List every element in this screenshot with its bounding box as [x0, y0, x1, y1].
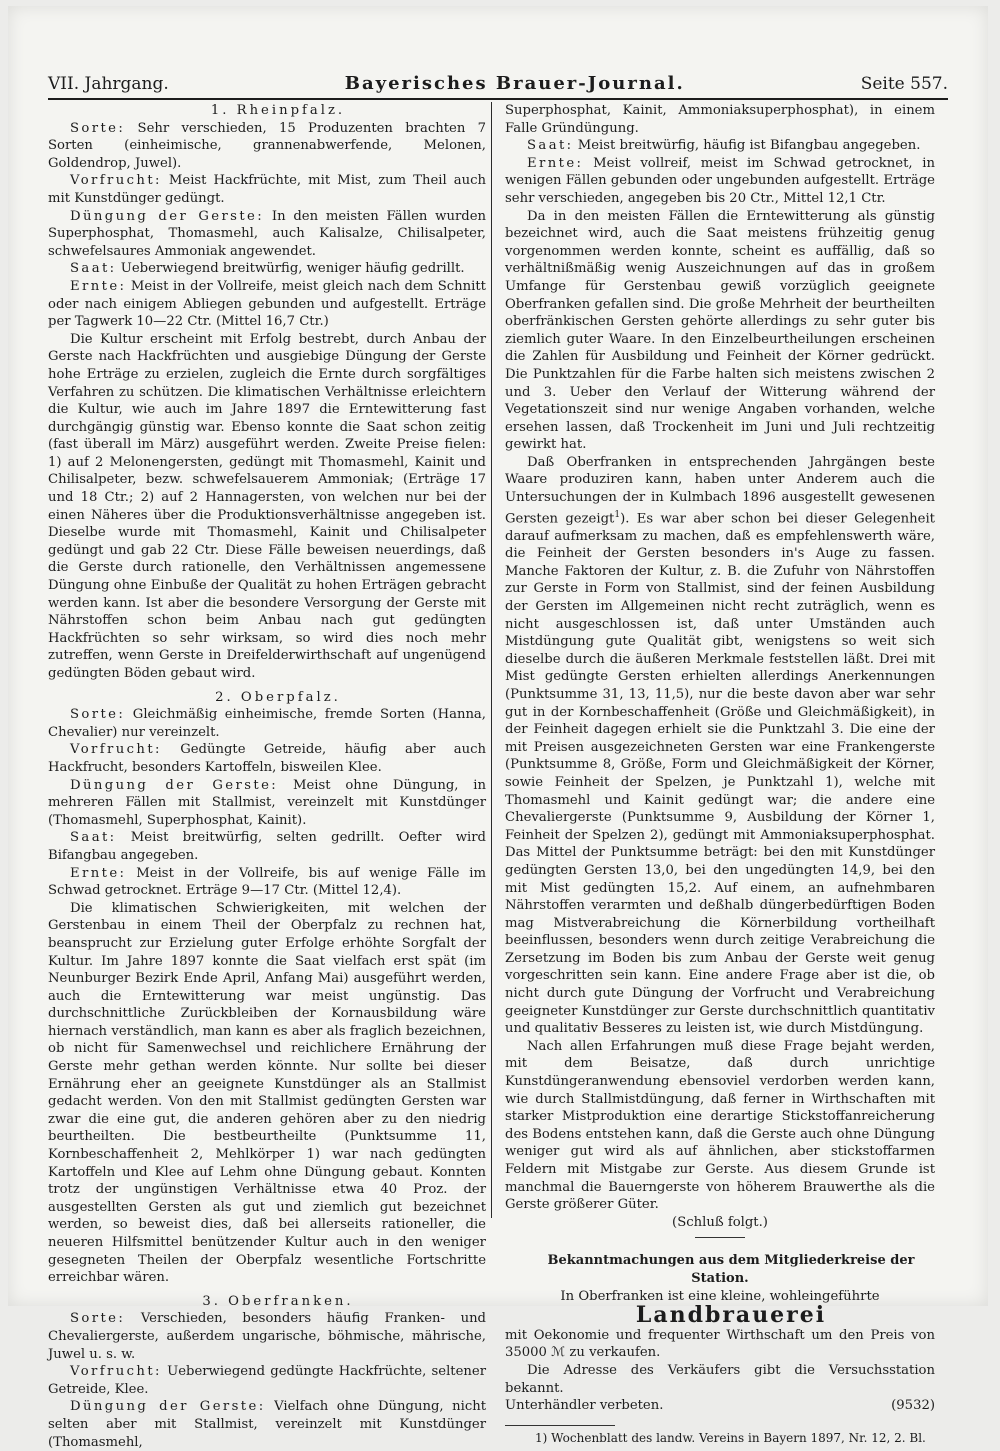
separator-rule: [695, 1237, 745, 1238]
left-column: [48, 102, 496, 1450]
footnote-rule: [505, 1425, 615, 1426]
announcement-intro: In Oberfranken ist eine kleine, wohleingeführte: [560, 1288, 880, 1304]
announcement-title: Bekanntmachungen aus dem Mitgliederkreise der Station.: [547, 1253, 915, 1286]
announcement-address: Die Adresse des Verkäufers gibt die Versuchsstation bekannt.: [505, 1362, 935, 1396]
paragraph: Saat: Meist breitwürfig, häufig ist Bifangbau angegeben.: [527, 138, 921, 154]
paragraph: Nach allen Erfahrungen muß diese Frage bejaht werden, mit dem Beisatze, daß durch unrichtige Kunstdüngeranwendung ebensoviel verdorben werden kann, wie durch Stallmistdüngung, daß ferner in Wirthschaften mit starker Mistproduktion eine derartige Stickstoffanreicherung des Bodens entstehen kann, daß die Gerste auch ohne Düngung weniger gut wird als auf ähnlichen, aber stickstoffarmen Feldern mit Mistgabe zur Gerste. Aus diesem Grunde ist manchmal die Bauerngerste von höherem Brauwerthe als die Gerste größerer Güter.: [505, 1038, 935, 1213]
paragraph: Sorte: Verschieden, besonders häufig Franken- und Chevaliergerste, außerdem ungarische, böhmische, mährische, Juwel u. s. w.: [48, 1311, 486, 1362]
announcement-note: Unterhändler verbeten.: [505, 1398, 664, 1414]
paragraph: Saat: Meist breitwürfig, selten gedrillt. Oefter wird Bifangbau angegeben.: [48, 830, 486, 863]
announcement-footer: [505, 1397, 935, 1415]
paragraph: Da in den meisten Fällen die Erntewitterung als günstig bezeichnet wird, auch die Saat meistens frühzeitig genug vorgenommen werden konnte, scheint es auffällig, daß so verhältnißmäßig wenig Auszeichnungen auf das in großem Umfange für Gerstenbau gewiß vorzüglich geeignete Oberfranken gefallen sind. Die große Mehrheit der beurtheilten oberfränkischen Gersten gehörte allerdings zu sehr guter bis ziemlich guter Waare. In den Einzelbeurtheilungen erscheinen die Zahlen für Ausbildung und Feinheit der Körner gedrückt. Die Punktzahlen für die Farbe halten sich meistens zwischen 2 und 3. Ueber den Verlauf der Witterung während der Vegetationszeit sind nur wenige Angaben vorhanden, welche ersehen lassen, daß Trockenheit im Juni und Juli rechtzeitig gewirkt hat.: [505, 208, 935, 453]
paragraph: Düngung der Gerste: Meist ohne Düngung, in mehreren Fällen mit Stallmist, vereinzelt mit Kunstdünger (Thomasmehl, Superphosphat, Kainit).: [48, 777, 487, 828]
running-head: [48, 64, 948, 100]
footnote: 1) Wochenblatt des landw. Vereins in Bayern 1897, Nr. 12, 2. Bl.: [535, 1430, 926, 1445]
continuation-note: (Schluß folgt.): [672, 1214, 768, 1230]
paragraph: Die Kultur erscheint mit Erfolg bestrebt, durch Anbau der Gerste nach Hackfrüchten und ausgiebige Düngung der Gerste hohe Erträge zu erzielen, zugleich die Ernte durch sorgfältiges Verfahren zu schützen. Die klimatischen Verhältnisse erleichtern die Kultur, wie auch im Jahre 1897 die Erntewitterung fast durchgängig günstig war. Ebenso konnte die Saat schon zeitig (fast überall im März) ausgeführt werden. Zweite Preise fielen: 1) auf 2 Melonengersten, gedüngt mit Thomasmehl, Kainit und Chilisalpeter, bezw. schwefelsauerem Ammoniak; (Erträge 17 und 18 Ctr.; 2) auf 2 Hannagersten, von welchen nur bei der einen Näheres über die Produktionsverhältnisse angegeben ist. Dieselbe wurde mit Thomasmehl, Kainit und Chilisalpeter gedüngt und gab 22 Ctr. Diese Fälle beweisen neuerdings, daß die Gerste durch rationelle, den Verhältnissen angemessene Düngung ohne Einbuße der Qualität zu hohen Erträgen gebracht werden kann. Ist aber die besondere Versorgung der Gerste mit Nährstoffen schon beim Anbau nach gut gedüngten Hackfrüchten so sehr wirksam, so wird dies noch mehr zutreffen, wenn Gerste in Dreifelderwirthschaft auf ungenügend gedüngten Böden gebaut wird.: [48, 331, 486, 681]
paragraph: Düngung der Gerste: Vielfach ohne Düngung, nicht selten aber mit Stallmist, vereinzelt mit Kunstdünger (Thomasmehl,: [48, 1399, 486, 1450]
paragraph: Ernte: Meist in der Vollreife, bis auf wenige Fälle im Schwad getrocknet. Erträge 9—17 Ctr. (Mittel 12,4).: [48, 865, 486, 899]
page-number: Seite 557.: [860, 74, 948, 94]
paragraph: Vorfrucht: Meist Hackfrüchte, mit Mist, zum Theil auch mit Kunstdünger gedüngt.: [48, 173, 486, 206]
announcement-brewery-name: Landbrauerei: [635, 1302, 827, 1329]
section-title-oberpfalz: 2. Oberpfalz.: [215, 689, 341, 705]
announcement-ref: (9532): [891, 1398, 935, 1414]
paragraph: Saat: Ueberwiegend breitwürfig, weniger häufig gedrillt.: [70, 261, 465, 277]
right-column: [497, 102, 935, 1445]
footnote-mark: 1): [535, 1430, 548, 1445]
journal-page: [8, 6, 988, 1450]
footnote-marker: 1: [614, 509, 621, 520]
journal-title: Bayerisches Brauer-Journal.: [344, 73, 685, 94]
paragraph: Sorte: Sehr verschieden, 15 Produzenten brachten 7 Sorten (einheimische, grannenabwerfende, Melonen, Goldendrop, Juwel).: [48, 120, 486, 171]
paragraph: Vorfrucht: Gedüngte Getreide, häufig aber auch Hackfrucht, besonders Kartoffeln, bisweilen Klee.: [48, 742, 486, 775]
paragraph: Ernte: Meist vollreif, meist im Schwad getrocknet, in wenigen Fällen gebunden oder ungebunden aufgestellt. Erträge sehr verschieden, angegeben bis 20 Ctr., Mittel 12,1 Ctr.: [505, 155, 935, 206]
paragraph: Superphosphat, Kainit, Ammoniaksuperphosphat), in einem Falle Gründüngung.: [505, 103, 935, 136]
paragraph: Ernte: Meist in der Vollreife, meist gleich nach dem Schnitt oder nach einigem Abliegen gebunden und aufgestellt. Erträge per Tagwerk 10—22 Ctr. (Mittel 16,7 Ctr.): [48, 278, 486, 330]
section-title-rheinpfalz: 1. Rheinpfalz.: [210, 103, 346, 118]
paragraph: Die klimatischen Schwierigkeiten, mit welchen der Gerstenbau in einem Theil der Oberpfalz zu rechnen hat, beansprucht zur Erzielung guter Erfolge erhöhte Sorgfalt der Kultur. Im Jahre 1897 konnte die Saat vielfach erst spät (im Neunburger Bezirk Ende April, Anfang Mai) ausgeführt werden, auch die Erntewitterung war meist ungünstig. Das durchschnittliche Zurückbleiben der Kornausbildung wäre hiernach verständlich, man kann es aber als fraglich bezeichnen, ob nicht für Samenwechsel und reichlichere Ernährung der Gerste mehr gethan werden könnte. Nur sollte bei dieser Ernährung eher an geeignete Kunstdünger als an Stallmist gedacht werden. Von den mit Stallmist gedüngten Gersten war zwar die eine gut, die anderen gehören aber zu den niedrig beurtheilten. Die bestbeurtheilte (Punktsumme 11, Kornbeschaffenheit 2, Mehlkörper 1) war nach gedüngten Kartoffeln und Klee auf Lehm ohne Düngung gebaut. Konnten trotz der ungünstigen Verhältnisse etwa 40 Proz. der ausgestellten Gersten als gut und ziemlich gut bezeichnet werden, so beweist dies, daß bei allerseits rationeller, die neueren Hilfsmittel benützender Kultur auch in den weniger gesegneten Theilen der Oberpfalz wesentliche Fortschritte erreichbar wären.: [48, 900, 486, 1286]
paragraph: Sorte: Gleichmäßig einheimische, fremde Sorten (Hanna, Chevalier) nur vereinzelt.: [48, 707, 486, 740]
paragraph: Vorfrucht: Ueberwiegend gedüngte Hackfrüchte, seltener Getreide, Klee.: [48, 1364, 486, 1397]
volume-label: VII. Jahrgang.: [48, 74, 169, 94]
announcement-text: mit Oekonomie und frequenter Wirthschaft um den Preis von 35000 ℳ zu verkaufen.: [505, 1327, 935, 1361]
paragraph: Daß Oberfranken in entsprechenden Jahrgängen beste Waare produziren kann, haben unter Anderem auch die Untersuchungen der in Kulmbach 1896 ausgestellt gewesenen Gersten gezeigt$^1$). Es war aber schon bei dieser Gelegenheit darauf aufmerksam zu machen, daß es empfehlenswerth wäre, die Feinheit der Gersten besonders in's Auge zu fassen. Manche Faktoren der Kultur, z. B. die Zufuhr von Nährstoffen zur Gerste in Form von Stallmist, sind der feinen Ausbildung der Gersten im Allgemeinen nicht recht zuträglich, wenn es nicht ausgeschlossen ist, daß unter Umständen auch Mistdüngung gute Qualität gibt, wenigstens so weit sich dieselbe durch die äußeren Merkmale feststellen läßt. Drei mit Mist gedüngte Gersten erhielten allerdings Anerkennungen (Punktsumme 31, 13, 11,5), nur die beste davon aber war sehr gut in der Kornbeschaffenheit (Größe und Gleichmäßigkeit), in der Feinheit dagegen erhielt sie die Punktzahl 3. Die eine der mit Preisen ausgezeichneten Gersten war eine Frankengerste (Punktsumme 8, Größe, Form und Gleichmäßigkeit der Körner, sowie Feinheit der Spelzen, je Punktzahl 1), welche mit Thomasmehl und Kainit gedüngt war; die andere eine Chevaliergerste (Punktsumme 9, Ausbildung der Körner 1, Feinheit der Spelzen 2), gedüngt mit Ammoniaksuperphosphat. Das Mittel der Punktsumme beträgt: bei den mit Kunstdünger gedüngten Gersten 13,0, bei den ungedüngten 14,9, bei den mit Mist gedüngten 15,2. Auf einem, an aufnehmbaren Nährstoffen verarmten und deßhalb düngerbedürftigen Boden mag Mistverabreichung die Körnerbildung vortheilhaft beeinflussen, besonders wenn durch zeitige Verabreichung die Zersetzung im Boden bis zum Anbau der Gerste weit genug vorgeschritten sein kann. Eine andere Frage aber ist die, ob nicht durch gute Düngung der Vorfrucht und Verabreichung geeigneter Kunstdünger zur Gerste durchschnittlich quantitativ und qualitativ Besseres zu leisten ist, wie durch Mistdüngung.: [505, 454, 935, 1037]
section-title-oberfranken: 3. Oberfranken.: [202, 1293, 354, 1309]
paragraph: Düngung der Gerste: In den meisten Fällen wurden Superphosphat, Thomasmehl, auch Kalisalze, Chilisalpeter, schwefelsaures Ammoniak angewendet.: [48, 208, 486, 259]
